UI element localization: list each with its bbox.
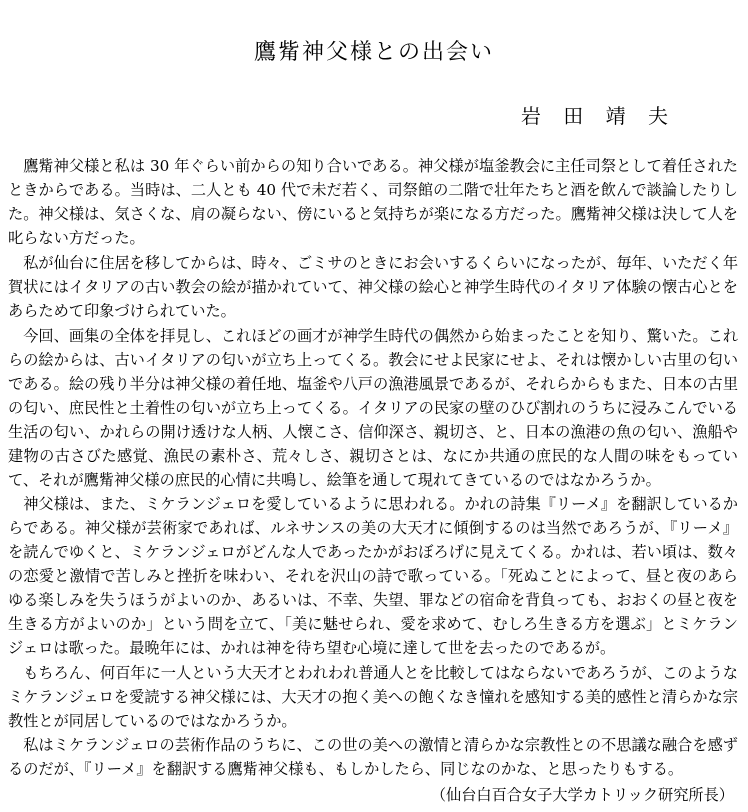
- paragraph: もちろん、何百年に一人という大天才とわれわれ普通人とを比較してはならないであろうが、このようなミケランジェロを愛読する神父様には、大天才の抱く美への飽くなき憧れを感知する美的感性と清らかな宗教性とが同居しているのではなかろうか。: [8, 663, 738, 730]
- author-name: 岩 田 靖 夫: [520, 104, 676, 129]
- paragraph: 神父様は、また、ミケランジェロを愛しているように思われる。かれの詩集『リーメ』を翻訳しているからである。神父様が芸術家であれば、ルネサンスの美の大天才に傾倒するのは当然であろうが、『リーメ』を読んでゆくと、ミケランジェロがどんな人であったかがおぼろげに見えてくる。かれは、若い頃は、数々の恋愛と激情で苦しみと挫折を味わい、それを沢山の詩で歌っている。「死ぬことによって、昼と夜のあらゆる楽しみを失うほうがよいのか、あるいは、不幸、失望、罪などの宿命を背負っても、おおくの昼と夜を生きる方がよいのか」という問を立て、「美に魅せられ、愛を求めて、むしろ生きる方を選ぶ」とミケランジェロは歌った。最晩年には、かれは神を待ち望む心境に達して世を去ったのであるが。: [8, 495, 738, 658]
- document-body: [0, 154, 748, 807]
- paragraph: 私が仙台に住居を移してからは、時々、ごミサのときにお会いするくらいになったが、毎年、いただく年賀状にはイタリアの古い教会の絵が描かれていて、神父様の絵心と神学生時代のイタリア体験の懐古心とをあらためて印象づけられていた。: [8, 253, 738, 320]
- paragraph: 鷹觜神父様と私は 30 年ぐらい前からの知り合いである。神父様が塩釜教会に主任司祭として着任されたときからである。当時は、二人とも 40 代で未だ若く、司祭館の二階で壮年たちと酒を飲んで談論したりした。神父様は、気さくな、肩の凝らない、傍にいると気持ちが楽になる方だった。鷹觜神父様は決して人を叱らない方だった。: [8, 157, 738, 248]
- page-title: 鷹觜神父様との出会い: [253, 40, 494, 65]
- affiliation-signature: （仙台白百合女子大学カトリック研究所長）: [430, 786, 734, 805]
- document-page: [0, 40, 748, 812]
- paragraph: 私はミケランジェロの芸術作品のうちに、この世の美への激情と清らかな宗教性との不思議な融合を感ずるのだが、『リーメ』を翻訳する鷹觜神父様も、もしかしたら、同じなのかな、と思ったりもする。: [8, 736, 738, 779]
- paragraph: 今回、画集の全体を拝見し、これほどの画才が神学生時代の偶然から始まったことを知り、驚いた。これらの絵からは、古いイタリアの匂いが立ち上ってくる。教会にせよ民家にせよ、それは懐かしい古里の匂いである。絵の残り半分は神父様の着任地、塩釜や八戸の漁港風景であるが、それらからもまた、日本の古里の匂い、庶民性と土着性の匂いが立ち上ってくる。イタリアの民家の壁のひび割れのうちに浸みこんでいる生活の匂い、かれらの開け透けな人柄、人懐こさ、信仰深さ、親切さ、と、日本の漁港の魚の匂い、漁船や建物の古さびた感覚、漁民の素朴さ、荒々しさ、親切さとは、なにか共通の庶民的な人間の味をもっていて、それが鷹觜神父様の庶民的心情に共鳴し、絵筆を通して現れてきているのではなかろうか。: [8, 326, 739, 489]
